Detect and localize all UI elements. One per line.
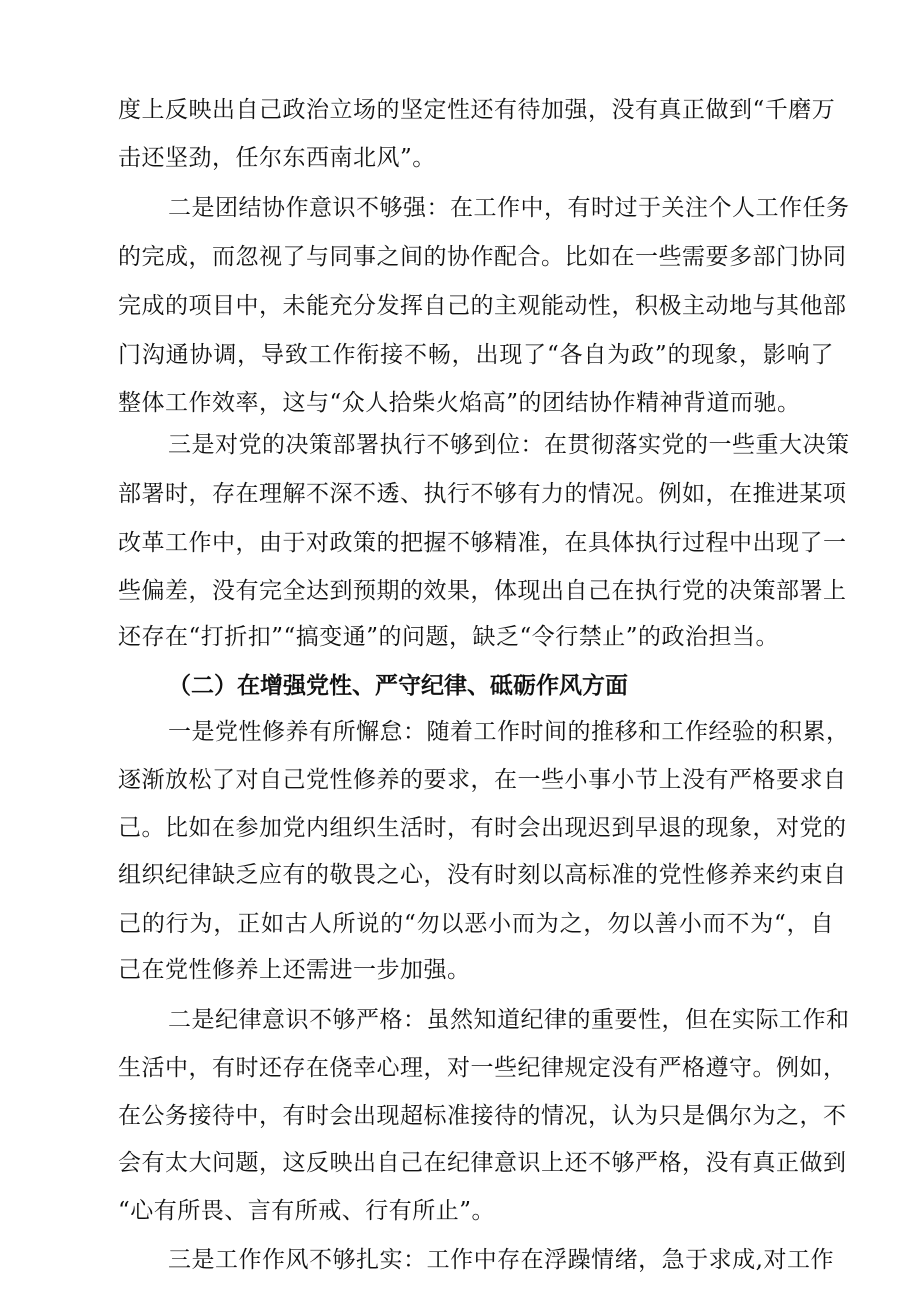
text-line: 改革工作中，由于对政策的把握不够精准，在具体执行过程中出现了一 (118, 530, 847, 556)
paragraph-first-line: 二是纪律意识不够严格：虽然知道纪律的重要性，但在实际工作和 (168, 1007, 850, 1033)
text-line: 逐渐放松了对自己党性修养的要求，在一些小事小节上没有严格要求自 (118, 767, 847, 793)
text-line: 己的行为，正如古人所说的“勿以恶小而为之，勿以善小而不为“，自 (118, 911, 834, 937)
text-line: 会有太大问题，这反映出自己在纪律意识上还不够严格，没有真正做到 (118, 1150, 847, 1176)
paragraph-first-line: 三是工作作风不够扎实：工作中存在浮躁情绪，急于求成,对工作 (168, 1247, 834, 1273)
paragraph-first-line: 二是团结协作意识不够强：在工作中，有时过于关注个人工作任务 (168, 195, 850, 221)
text-line: “心有所畏、言有所戒、行有所止”。 (118, 1198, 496, 1224)
text-line: 的完成，而忽视了与同事之间的协作配合。比如在一些需要多部门协同 (118, 244, 847, 270)
text-line: 完成的项目中，未能充分发挥自己的主观能动性，积极主动地与其他部 (118, 293, 847, 319)
paragraph-first-line: 一是党性修养有所懈怠：随着工作时间的推移和工作经验的积累， (168, 719, 850, 745)
text-line: 门沟通协调，导致工作衔接不畅，出现了“各自为政”的现象，影响了 (118, 342, 834, 368)
text-line: 还存在“打折扣”“搞变通”的问题，缺乏“令行禁止”的政治担当。 (118, 624, 780, 650)
text-line: 部署时，存在理解不深不透、执行不够有力的情况。例如，在推进某项 (118, 481, 847, 507)
text-line: 己。比如在参加党内组织生活时，有时会出现迟到早退的现象，对党的 (118, 815, 847, 841)
text-line: 生活中，有时还存在侥幸心理，对一些纪律规定没有严格遵守。例如， (118, 1055, 847, 1081)
text-line: 在公务接待中，有时会出现超标准接待的情况，认为只是偶尔为之，不 (118, 1103, 847, 1129)
text-line: 己在党性修养上还需进一步加强。 (118, 957, 471, 983)
text-line: 整体工作效率，这与“众人拾柴火焰高”的团结协作精神背道而驰。 (118, 390, 801, 416)
text-line: 度上反映出自己政治立场的坚定性还有待加强，没有真正做到“千磨万 (118, 97, 836, 123)
paragraph-first-line: 三是对党的决策部署执行不够到位：在贯彻落实党的一些重大决策 (168, 432, 850, 458)
section-heading: （二）在增强党性、严守纪律、砥砺作风方面 (168, 673, 628, 699)
text-line: 击还坚劲，任尔东西南北风”。 (118, 145, 436, 171)
text-line: 些偏差，没有完全达到预期的效果，体现出自己在执行党的决策部署上 (118, 578, 847, 604)
text-line: 组织纪律缺乏应有的敬畏之心，没有时刻以高标准的党性修养来约束自 (118, 862, 847, 888)
